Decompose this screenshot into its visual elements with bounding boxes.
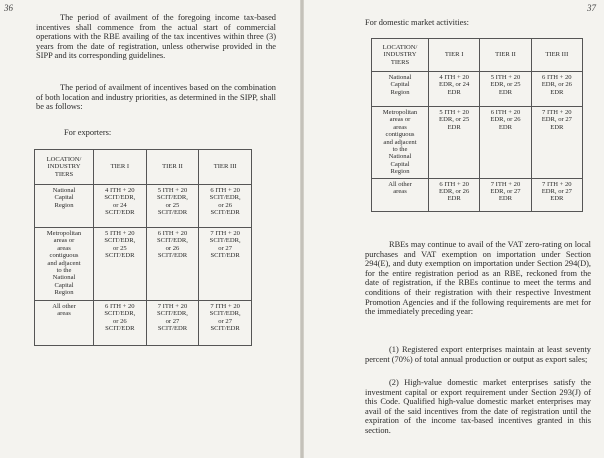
header-location: LOCATION/ INDUSTRY TIERS: [372, 39, 429, 72]
table-cell: 7 ITH + 20 EDR, or 27 EDR: [480, 178, 531, 211]
table-cell: 7 ITH + 20 SCIT/EDR, or 27 SCIT/EDR: [199, 228, 252, 301]
table-cell: 4 ITH + 20 SCIT/EDR, or 24 SCIT/EDR: [94, 185, 147, 228]
table-cell: 5 ITH + 20 SCIT/EDR, or 25 SCIT/EDR: [94, 228, 147, 301]
table-row: [372, 107, 583, 179]
table-row: [35, 185, 252, 228]
table-row: [372, 72, 583, 107]
table-cell: 4 ITH + 20 EDR, or 24 EDR: [429, 72, 480, 107]
exporters-table: [34, 149, 252, 346]
header-tier-2: TIER II: [480, 39, 531, 72]
table-row: [35, 301, 252, 346]
table-cell: 6 ITH + 20 SCIT/EDR, or 26 SCIT/EDR: [146, 228, 199, 301]
table-cell: 6 ITH + 20 EDR, or 26 EDR: [531, 72, 582, 107]
domestic-heading: For domestic market activities:: [365, 18, 469, 27]
table-header-row: [372, 39, 583, 72]
table-cell: 6 ITH + 20 EDR, or 26 EDR: [429, 178, 480, 211]
exporters-heading: For exporters:: [64, 128, 112, 137]
table-cell: 7 ITH + 20 EDR, or 27 EDR: [531, 178, 582, 211]
table-row: [372, 178, 583, 211]
table-cell: 6 ITH + 20 SCIT/EDR, or 26 SCIT/EDR: [94, 301, 147, 346]
table-cell: 5 ITH + 20 EDR, or 25 EDR: [480, 72, 531, 107]
left-paragraph-1: The period of availment of the foregoing income tax-based incentives shall commence from the actual start of commercial operations with the RBE availing of the tax incentives within three (3) years from the date of registration, unless otherwise provided in the SIPP and its corresponding guidelines.: [36, 13, 276, 61]
row-label: Metropolitan areas or areas contiguous and adjacent to the National Capital Region: [372, 107, 429, 179]
row-label: All other areas: [35, 301, 94, 346]
page-number-right: 37: [587, 3, 596, 13]
right-page: [303, 0, 604, 458]
row-label: National Capital Region: [372, 72, 429, 107]
table-row: [35, 228, 252, 301]
table-cell: 7 ITH + 20 SCIT/EDR, or 27 SCIT/EDR: [199, 301, 252, 346]
header-tier-2: TIER II: [146, 150, 199, 185]
rbes-paragraph: RBEs may continue to avail of the VAT zero-rating on local purchases and VAT exemption on importation under Section 294(E), and duty exemption on importation under Section 294(D), for the entire registration period as an RBE, reckoned from the date of registration, if the RBEs continue to meet the terms and conditions of their registration with their respective Investment Promotion Agencies and if the following requirements are met for the immediately preceding year:: [365, 240, 591, 317]
requirement-item-1: (1) Registered export enterprises maintain at least seventy percent (70%) of total annual production or output as export sales;: [365, 345, 591, 364]
table-cell: 6 ITH + 20 EDR, or 26 EDR: [480, 107, 531, 179]
header-tier-1: TIER I: [94, 150, 147, 185]
header-tier-3: TIER III: [531, 39, 582, 72]
table-header-row: [35, 150, 252, 185]
row-label: National Capital Region: [35, 185, 94, 228]
table-cell: 7 ITH + 20 SCIT/EDR, or 27 SCIT/EDR: [146, 301, 199, 346]
header-tier-1: TIER I: [429, 39, 480, 72]
domestic-table: [371, 38, 583, 212]
row-label: Metropolitan areas or areas contiguous and adjacent to the National Capital Region: [35, 228, 94, 301]
table-cell: 5 ITH + 20 SCIT/EDR, or 25 SCIT/EDR: [146, 185, 199, 228]
table-cell: 5 ITH + 20 EDR, or 25 EDR: [429, 107, 480, 179]
header-location: LOCATION/ INDUSTRY TIERS: [35, 150, 94, 185]
left-page: [0, 0, 301, 458]
requirement-item-2: (2) High-value domestic market enterprises satisfy the investment capital or export requirement under Section 293(J) of this Code. Qualified high-value domestic market enterprises may avail of the said incentives from the date of registration until the expiration of the income tax-based incentives granted in this section.: [365, 378, 591, 435]
left-paragraph-2: The period of availment of incentives based on the combination of both location and industry priorities, as determined in the SIPP, shall be as follows:: [36, 83, 276, 112]
table-cell: 7 ITH + 20 EDR, or 27 EDR: [531, 107, 582, 179]
table-cell: 6 ITH + 20 SCIT/EDR, or 26 SCIT/EDR: [199, 185, 252, 228]
header-tier-3: TIER III: [199, 150, 252, 185]
row-label: All other areas: [372, 178, 429, 211]
page-number-left: 36: [4, 3, 13, 13]
